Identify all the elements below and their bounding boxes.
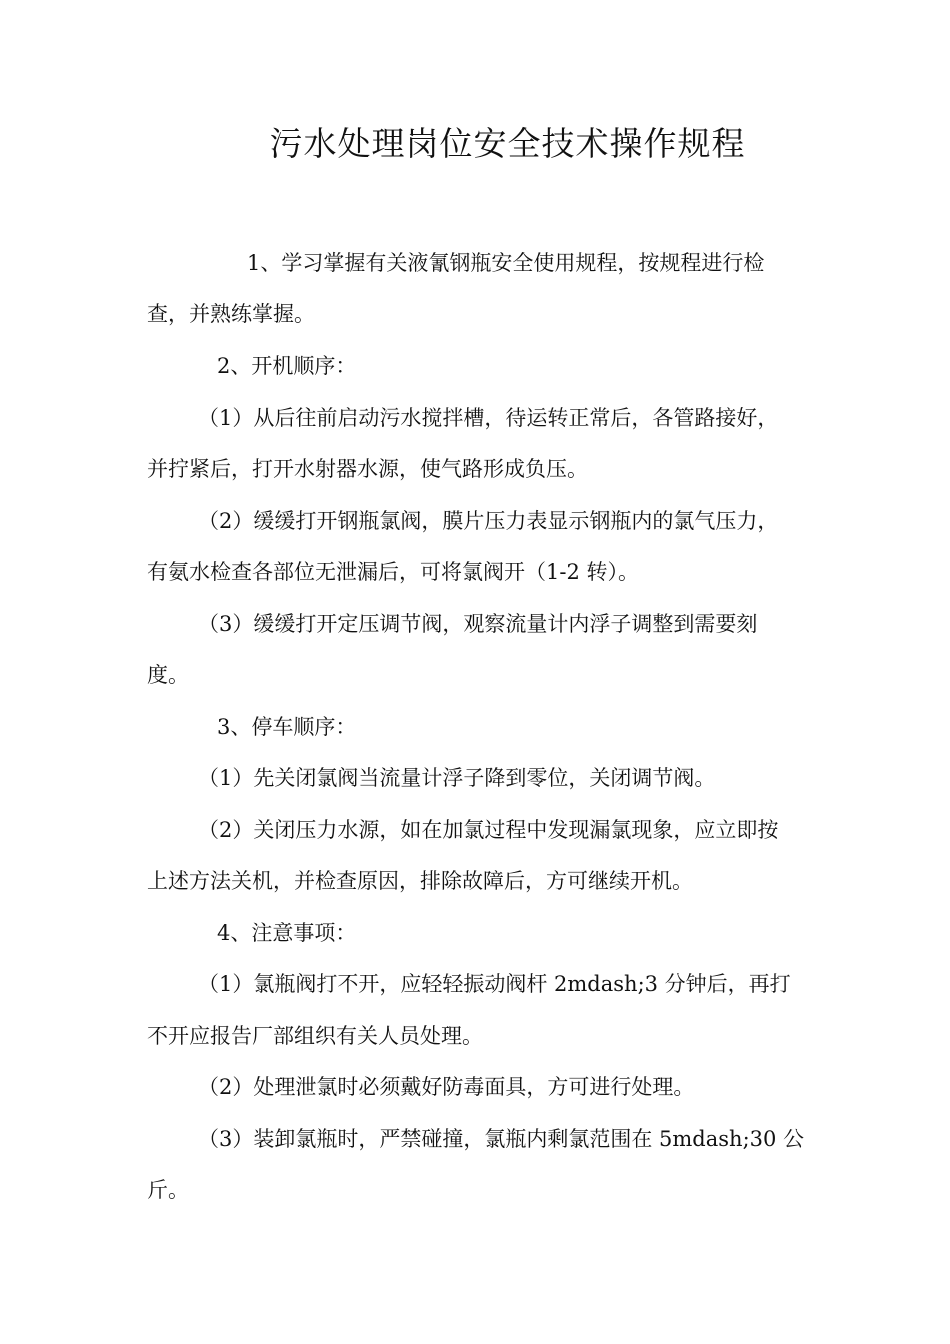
paragraph-line: 查，并熟练掌握。 (147, 302, 315, 326)
paragraph-line: （1）从后往前启动污水搅拌槽，待运转正常后，各管路接好， (198, 406, 779, 430)
paragraph-line: 不开应报告厂部组织有关人员处理。 (147, 1024, 483, 1048)
paragraph-line: （1）氯瓶阀打不开，应轻轻振动阀杆 2mdash;3 分钟后，再打 (198, 972, 791, 996)
document-title: 污水处理岗位安全技术操作规程 (269, 124, 746, 163)
paragraph-line: （2）关闭压力水源，如在加氯过程中发现漏氯现象，应立即按 (198, 818, 779, 842)
section-heading: 3、停车顺序： (217, 715, 357, 739)
paragraph-line: （1）先关闭氯阀当流量计浮子降到零位，关闭调节阀。 (198, 766, 716, 790)
paragraph-line: 斤。 (147, 1178, 189, 1202)
paragraph-line: 上述方法关机，并检查原因，排除故障后，方可继续开机。 (147, 869, 693, 893)
paragraph-line: 并拧紧后，打开水射器水源，使气路形成负压。 (147, 457, 588, 481)
paragraph-line: 度。 (147, 663, 189, 687)
paragraph-line: （2）缓缓打开钢瓶氯阀，膜片压力表显示钢瓶内的氯气压力， (198, 509, 779, 533)
paragraph-line: 有氨水检查各部位无泄漏后，可将氯阀开（1-2 转）。 (147, 560, 639, 584)
paragraph-line: （2）处理泄氯时必须戴好防毒面具，方可进行处理。 (198, 1075, 695, 1099)
section-heading: 2、开机顺序： (217, 354, 357, 378)
section-heading: 4、注意事项： (217, 921, 357, 945)
paragraph-line: （3）缓缓打开定压调节阀，观察流量计内浮子调整到需要刻 (198, 612, 758, 636)
paragraph-line: 1、学习掌握有关液氰钢瓶安全使用规程，按规程进行检 (247, 251, 765, 275)
paragraph-line: （3）装卸氯瓶时，严禁碰撞，氯瓶内剩氯范围在 5mdash;30 公 (198, 1127, 805, 1151)
